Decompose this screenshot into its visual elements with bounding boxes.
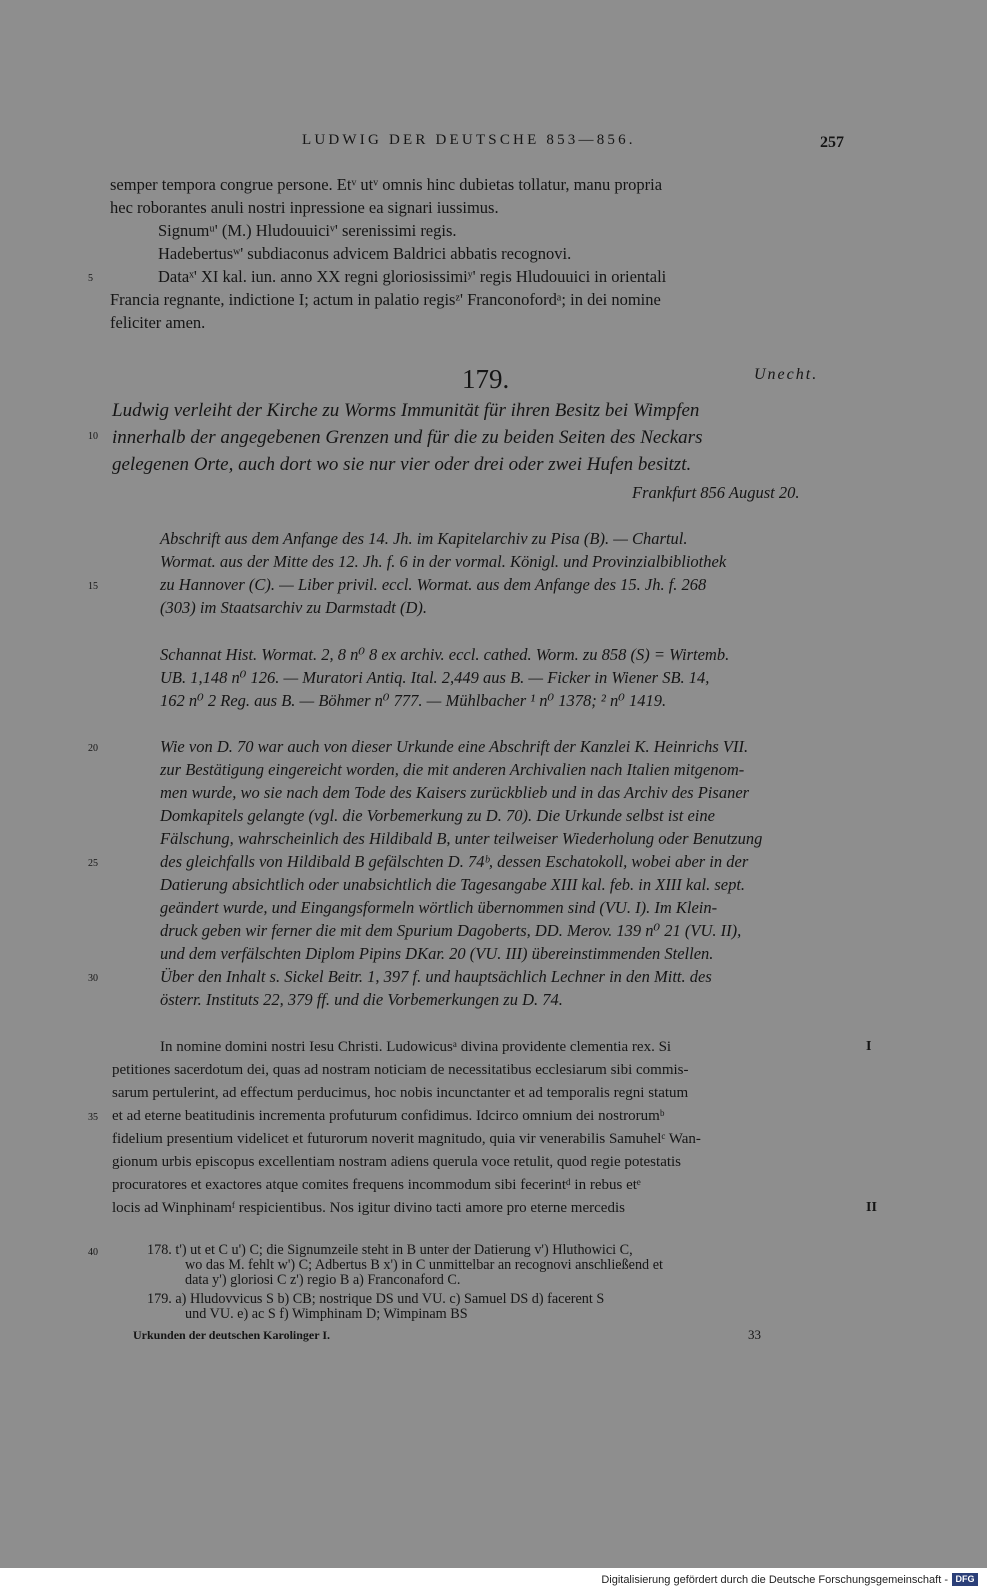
tradition-line: Abschrift aus dem Anfange des 14. Jh. im Kapitelarchiv zu Pisa (B). — Chartul. [160,529,688,548]
prev-doc-line: Hadebertusʷ' subdiaconus advicem Baldrici abbatis recognovi. [158,244,572,263]
commentary-line: men wurde, wo sie nach dem Tode des Kaisers zurückblieb und in das Archiv des Pisaner [160,783,750,802]
margin-mark-vu: I [866,1039,872,1054]
commentary-line: Wie von D. 70 war auch von dieser Urkunde eine Abschrift der Kanzlei K. Heinrichs VII. [160,737,749,756]
running-head: LUDWIG DER DEUTSCHE 853—856. [302,132,636,148]
dfg-logo: DFG [952,1573,978,1586]
footer-sheet-number: 33 [748,1327,761,1342]
regest-line: innerhalb der angegebenen Grenzen und für die zu beiden Seiten des Neckars [112,427,703,448]
charter-text-line: In nomine domini nostri Iesu Christi. Ludowicusᵃ divina providente clementia rex. Si [160,1039,672,1055]
page-number: 257 [820,134,844,151]
footnote-line: 179. a) Hludovvicus S b) CB; nostrique DS und VU. c) Samuel DS d) facerent S [147,1291,605,1307]
line-number: 20 [88,743,98,754]
prev-doc-line: Signumᵘ' (M.) Hludouuiciᵛ' serenissimi regis. [158,221,457,240]
footnote-line: wo das M. fehlt w') C; Adbertus B x') in C unmittelbar an recognovi anschließend et [185,1257,663,1273]
footer-series-title: Urkunden der deutschen Karolinger I. [133,1328,331,1342]
tradition-line: (303) im Staatsarchiv zu Darmstadt (D). [160,598,428,617]
edition-line: Schannat Hist. Wormat. 2, 8 n⁰ 8 ex archiv. eccl. cathed. Worm. zu 858 (S) = Wirtemb. [160,645,730,664]
charter-text-line: petitiones sacerdotum dei, quas ad nostram noticiam de necessitatibus ecclesiarum sibi commis- [112,1062,689,1078]
line-number: 35 [88,1112,98,1123]
regest-line: gelegenen Orte, auch dort wo sie nur vier oder drei oder zwei Hufen besitzt. [112,454,692,475]
regest-line: Ludwig verleiht der Kirche zu Worms Immunität für ihren Besitz bei Wimpfen [112,400,700,421]
line-number: 25 [88,858,98,869]
line-number: 30 [88,973,98,984]
footnote-line: und VU. e) ac S f) Wimphinam D; Wimpinam BS [185,1306,468,1322]
commentary-line: österr. Instituts 22, 379 ff. und die Vorbemerkungen zu D. 74. [160,990,563,1009]
commentary-line: Domkapitels gelangte (vgl. die Vorbemerkung zu D. 70). Die Urkunde selbst ist eine [160,806,715,825]
commentary-line: des gleichfalls von Hildibald B gefälschten D. 74ᵇ, dessen Eschatokoll, wobei aber in der [160,852,749,871]
line-number: 15 [88,581,98,592]
commentary-line: Über den Inhalt s. Sickel Beitr. 1, 397 f. und hauptsächlich Lechner in den Mitt. des [160,967,712,986]
commentary-line: Datierung absichtlich oder unabsichtlich die Tagesangabe XIII kal. feb. in XIII kal. sept. [160,875,746,894]
commentary-line: zur Bestätigung eingereicht worden, die mit anderen Archivalien nach Italien mitgenom- [160,760,745,779]
commentary-line: druck geben wir ferner die mit dem Spurium Dagoberts, DD. Merov. 139 n⁰ 21 (VU. II), [160,921,742,940]
charter-text-line: sarum pertulerint, ad effectum perducimus, hoc nobis incunctanter et ad temporalis regni statum [112,1085,689,1101]
document-status: Unecht. [754,366,819,383]
prev-doc-line: semper tempora congrue persone. Etᵛ utᵛ omnis hinc dubietas tollatur, manu propria [110,175,663,194]
tradition-line: zu Hannover (C). — Liber privil. eccl. Wormat. aus dem Anfange des 15. Jh. f. 268 [160,575,707,594]
line-number: 40 [88,1247,98,1258]
funding-bar [0,1568,1000,1590]
footnote-line: 178. t') ut et C u') C; die Signumzeile steht in B unter der Datierung v') Hluthowici C, [147,1242,633,1258]
prev-doc-line: feliciter amen. [110,313,206,332]
charter-text-line: et ad eterne beatitudinis incrementa profuturum confidimus. Idcirco omnium dei nostrorumᵇ [112,1108,665,1124]
prev-doc-line: Dataˣ' XI kal. iun. anno XX regni gloriosissimiʸ' regis Hludouuici in orientali [158,267,667,286]
edition-line: 162 n⁰ 2 Reg. aus B. — Böhmer n⁰ 777. — Mühlbacher ¹ n⁰ 1378; ² n⁰ 1419. [160,691,667,710]
line-number: 5 [88,273,93,284]
commentary-line: und dem verfälschten Diplom Pipins DKar. 20 (VU. III) übereinstimmenden Stellen. [160,944,714,963]
charter-text-line: procuratores et exactores atque comites frequens incommodum sibi fecerintᵈ in rebus etᵉ [112,1177,641,1193]
line-number: 10 [88,431,98,442]
document-number: 179. [462,364,510,394]
footnote-line: data y') gloriosi C z') regio B a) Franconaford C. [185,1272,461,1288]
funding-notice: Digitalisierung gefördert durch die Deutsche Forschungsgemeinschaft - [601,1574,948,1586]
prev-doc-line: hec roborantes anuli nostri inpressione ea signari iussimus. [110,198,499,217]
tradition-line: Wormat. aus der Mitte des 12. Jh. f. 6 in der vormal. Königl. und Provinzialbibliothek [160,552,727,571]
edition-line: UB. 1,148 n⁰ 126. — Muratori Antiq. Ital. 2,449 aus B. — Ficker in Wiener SB. 14, [160,668,710,687]
charter-text-line: fidelium presentium videlicet et futurorum noverit magnitudo, quia vir venerabilis Samuhelᶜ Wan- [112,1131,701,1147]
place-date: Frankfurt 856 August 20. [632,483,800,502]
charter-text-line: gionum urbis episcopus excellentiam nostram adiens querula voce retulit, quod regie potestatis [112,1154,682,1170]
commentary-line: Fälschung, wahrscheinlich des Hildibald B, unter teilweiser Wiederholung oder Benutzung [160,829,763,848]
charter-text-line: locis ad Winphinamᶠ respicientibus. Nos igitur divino tacti amore pro eterne mercedis [112,1200,625,1216]
prev-doc-line: Francia regnante, indictione I; actum in palatio regisᶻ' Franconofordᵃ; in dei nomine [110,290,661,309]
margin-mark-vu: II [866,1200,877,1215]
commentary-line: geändert wurde, und Eingangsformeln wörtlich übernommen sind (VU. I). Im Klein- [160,898,718,917]
